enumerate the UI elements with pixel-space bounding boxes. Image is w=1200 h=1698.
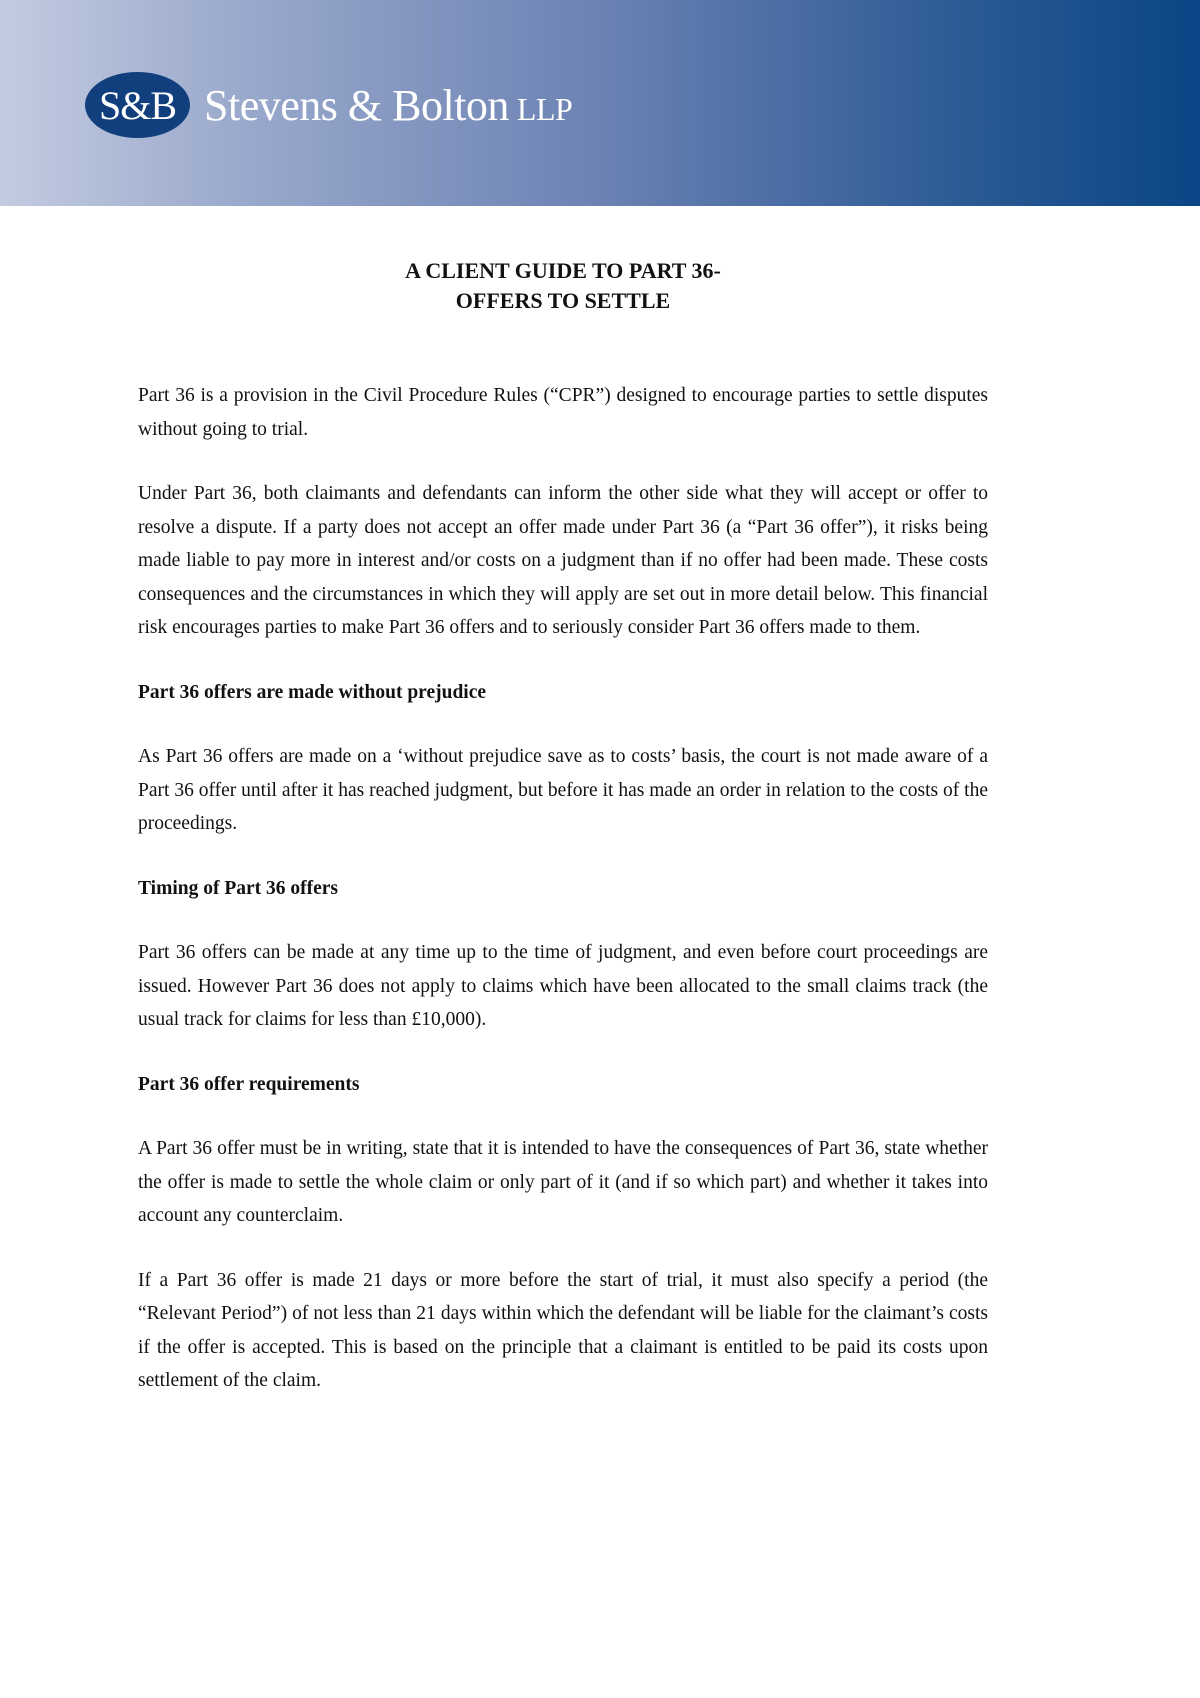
section-heading-timing: Timing of Part 36 offers	[138, 877, 339, 899]
firm-name: Stevens & Bolton	[204, 80, 509, 130]
section-heading-without-prejudice: Part 36 offers are made without prejudice	[138, 681, 487, 703]
title-line-2: OFFERS TO SETTLE	[455, 288, 671, 313]
letterhead-banner	[0, 0, 1200, 206]
firm-suffix: LLP	[516, 90, 573, 127]
section-paragraph: A Part 36 offer must be in writing, state that it is intended to have the consequences of Part 36, state whether the offer is made to settle the whole claim or only part of it (and if so which part) and whether it takes into account any counterclaim.	[138, 1138, 988, 1226]
intro-paragraph: Part 36 is a provision in the Civil Procedure Rules (“CPR”) designed to encourage parties to settle disputes without going to trial.	[138, 385, 988, 440]
section-paragraph: Part 36 offers can be made at any time up to the time of judgment, and even before court proceedings are issued. However Part 36 does not apply to claims which have been allocated to the small claims track (the usual track for claims for less than £10,000).	[138, 942, 988, 1030]
section-paragraph: As Part 36 offers are made on a ‘without prejudice save as to costs’ basis, the court is not made aware of a Part 36 offer until after it has reached judgment, but before it has made an order in relation to the costs of the proceedings.	[138, 746, 988, 834]
overview-paragraph: Under Part 36, both claimants and defendants can inform the other side what they will accept or offer to resolve a dispute. If a party does not accept an offer made under Part 36 (a “Part 36 offer”), it risks being made liable to pay more in interest and/or costs on a judgment than if no offer had been made. These costs consequences and the circumstances in which they will apply are set out in more detail below. This financial risk encourages parties to make Part 36 offers and to seriously consider Part 36 offers made to them.	[138, 483, 988, 638]
section-heading-requirements: Part 36 offer requirements	[138, 1073, 360, 1095]
title-line-1: A CLIENT GUIDE TO PART 36-	[405, 258, 721, 283]
firm-logo	[85, 72, 572, 138]
logo-monogram: S&B	[98, 82, 177, 128]
logo-wordmark	[204, 80, 572, 131]
document-title	[138, 256, 988, 316]
document-body	[138, 256, 988, 1429]
section-paragraph: If a Part 36 offer is made 21 days or more before the start of trial, it must also specify a period (the “Relevant Period”) of not less than 21 days within which the defendant will be liable for the claimant’s costs if the offer is accepted. This is based on the principle that a claimant is entitled to be paid its costs upon settlement of the claim.	[138, 1269, 988, 1391]
logo-emblem	[85, 72, 190, 138]
